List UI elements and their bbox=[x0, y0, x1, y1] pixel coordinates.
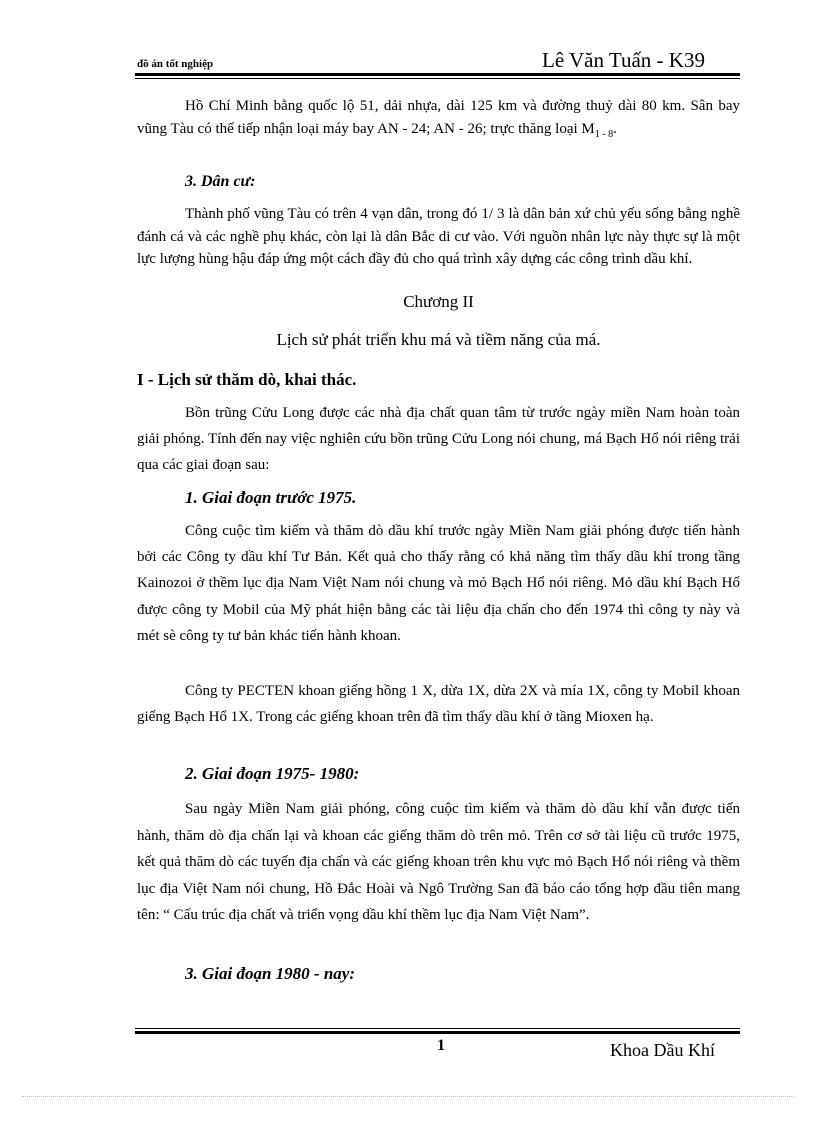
stage1-paragraph-2: Công ty PECTEN khoan giếng hồng 1 X, dừa 1X, dừa 2X và mía 1X, công ty Mobil khoan giếng Bạch Hổ 1X. Trong các giếng khoan trên đã tìm thấy dầu khí ở tầng Mioxen hạ. bbox=[137, 683, 740, 726]
header-document-type: đồ án tốt nghiệp bbox=[137, 58, 214, 70]
chapter-title: Chương II bbox=[403, 292, 474, 311]
header-rule-thin bbox=[135, 78, 740, 79]
intro-subscript: 1 - 8 bbox=[594, 128, 614, 140]
header-rule-thick bbox=[135, 73, 740, 76]
page-bottom-border bbox=[22, 1096, 794, 1097]
section1-heading: I - Lịch sử thăm dò, khai thác. bbox=[137, 370, 357, 389]
page-number: 1 bbox=[437, 1037, 445, 1054]
footer-rule-thin bbox=[135, 1028, 740, 1029]
intro-end: . bbox=[613, 120, 617, 137]
stage1-heading: 1. Giai đoạn trước 1975. bbox=[185, 488, 357, 507]
section1-intro: Bồn trũng Cửu Long được các nhà địa chất quan tâm từ trước ngày miền Nam hoàn toàn giải phóng. Tính đến nay việc nghiên cứu bồn trũng Cửu Long nói chung, má Bạch Hổ nói riêng trải qua các giai đoạn sau: bbox=[137, 405, 740, 473]
stage3-heading: 3. Giai đoạn 1980 - nay: bbox=[185, 964, 355, 983]
chapter-subtitle: Lịch sử phát triển khu má và tiềm năng của má. bbox=[276, 330, 601, 349]
header-author: Lê Văn Tuấn - K39 bbox=[542, 48, 705, 72]
section-dan-cu-heading: 3. Dân cư: bbox=[185, 173, 256, 190]
footer-department: Khoa Dầu Khí bbox=[610, 1040, 715, 1060]
intro-paragraph bbox=[137, 95, 740, 146]
footer-rule-thick bbox=[135, 1031, 740, 1034]
stage2-heading: 2. Giai đoạn 1975- 1980: bbox=[185, 764, 360, 783]
stage1-paragraph-1: Công cuộc tìm kiếm và thăm dò dầu khí trước ngày Miền Nam giải phóng được tiến hành bởi các Công ty dầu khí Tư Bản. Kết quả cho thấy rằng có khả năng tìm thấy dầu khí trong tầng Kainozoi ở thềm lục địa Nam Việt Nam nói chung và mỏ Bạch Hổ nói riêng. Mỏ dầu khí Bạch Hổ được công ty Mobil của Mỹ phát hiện bằng các tài liệu địa chấn cho đến 1974 thì công ty này và mét sè công ty tư bản khác tiến hành khoan. bbox=[137, 523, 740, 644]
stage2-paragraph-1: Sau ngày Miền Nam giải phóng, công cuộc tìm kiếm và thăm dò dầu khí vẫn được tiến hành, thăm dò địa chấn lại và khoan các giếng thăm dò trên mỏ. Trên cơ sở tài liệu cũ trước 1975, kết quả thăm dò các tuyến địa chấn và các giếng khoan trên khu vực mỏ Bạch Hổ nói riêng và thềm lục địa Việt Nam nói chung, Hồ Đắc Hoài và Ngô Trường San đã báo cáo tổng hợp đầu tiên mang tên: “ Cấu trúc địa chất và triển vọng dầu khí thềm lục địa Nam Việt Nam”. bbox=[137, 801, 740, 923]
intro-text: Hồ Chí Minh bằng quốc lộ 51, dải nhựa, dài 125 km và đường thuỷ dài 80 km. Sân bay vũng Tàu có thể tiếp nhận loại máy bay AN - 24; AN - 26; trực thăng loại M bbox=[137, 98, 740, 137]
section-dan-cu-body: Thành phố vũng Tàu có trên 4 vạn dân, trong đó 1/ 3 là dân bản xứ chủ yếu sống bằng nghề đánh cá và các nghề phụ khác, còn lại là dân Bắc di cư vào. Với nguồn nhân lực này thực sự là một lực lượng hùng hậu đáp ứng một cách đầy đủ cho quá trình xây dựng các công trình dầu khí. bbox=[137, 206, 740, 268]
